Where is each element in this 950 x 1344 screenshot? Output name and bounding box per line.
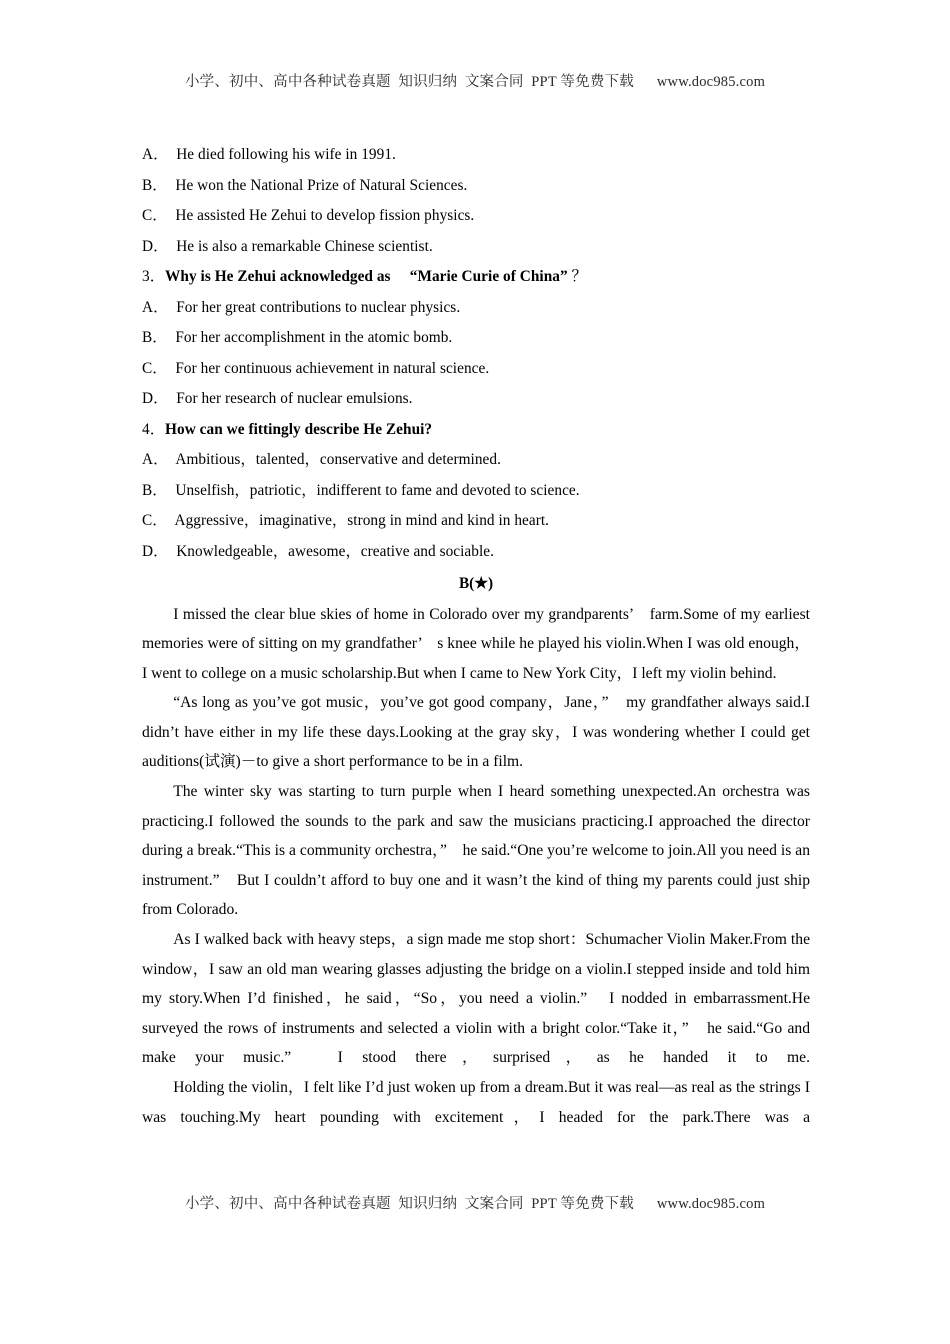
option-item: C． For her continuous achievement in natural science. (142, 359, 490, 377)
question-3-stem (142, 262, 810, 293)
option-item: C． Aggressive，imaginative，strong in mind and kind in heart. (142, 512, 550, 529)
passage-paragraph: The winter sky was starting to turn purple when I heard something unexpected.An orchestra was practicing.I followed the sounds to the park and saw the musicians practicing.I approached the director during a break.“This is a community orchestra，” he said.“One you’re welcome to join.All you need is an instrument.” But I couldn’t afford to buy one and it wasn’t the kind of thing my parents could just ship from Colorado. (142, 783, 810, 919)
option-item: C． He assisted He Zehui to develop fission physics. (142, 207, 475, 224)
question-4-text: How can we fittingly describe He Zehui? (165, 420, 433, 438)
option-item: B． For her accomplishment in the atomic bomb. (142, 329, 453, 346)
footer-watermark: 小学、初中、高中各种试卷真题 知识归纳 文案合同 PPT 等免费下载 www.doc985.com (184, 1196, 766, 1212)
passage-paragraph: Holding the violin，I felt like I’d just woken up from a dream.But it was real—as real as the strings I was touching.My heart pounding with excitement，I headed for the park.There was a (142, 1079, 810, 1126)
question-3-tail: ？ (567, 268, 587, 285)
option-item: D． Knowledgeable，awesome，creative and sociable. (142, 542, 494, 560)
header-watermark: 小学、初中、高中各种试卷真题 知识归纳 文案合同 PPT 等免费下载 www.doc985.com (184, 74, 766, 90)
question-3-text: Why is He Zehui acknowledged as “Marie Curie of China” (165, 268, 568, 285)
question-4-number: 4． (142, 420, 166, 438)
option-item: A． For her great contributions to nuclear physics. (142, 298, 461, 316)
option-item: D． He is also a remarkable Chinese scientist. (142, 237, 433, 255)
question-4-stem (142, 415, 810, 446)
passage-paragraph: As I walked back with heavy steps，a sign made me stop short：Schumacher Violin Maker.From the window，I saw an old man wearing glasses adjusting the bridge on a violin.I stepped inside and told him my story.When I’d finished，he said，“So，you need a violin.” I nodded in embarrassment.He surveyed the rows of instruments and selected a violin with a bright color.“Take it，” he said.“Go and make your music.” I stood there，surprised，as he handed it to me. (142, 931, 810, 1067)
option-item: B． He won the National Prize of Natural Sciences. (142, 176, 468, 194)
option-item: A． Ambitious，talented，conservative and determined. (142, 451, 501, 468)
passage-paragraph: I missed the clear blue skies of home in Colorado over my grandparents’ farm.Some of my earliest memories were of sitting on my grandfather’ s knee while he played his violin.When I was old enough，I went to college on a music scholarship.But when I came to New York City，I left my violin behind. (142, 605, 810, 682)
option-item: B． Unselfish，patriotic，indifferent to fame and devoted to science. (142, 481, 580, 499)
passage-label: B(★) (458, 575, 494, 592)
question-3-number: 3． (142, 268, 166, 285)
document-body (142, 140, 810, 1132)
passage-paragraph: “As long as you’ve got music，you’ve got good company，Jane，” my grandfather always said.I didn’t have either in my life these days.Looking at the gray sky，I was wondering whether I could get auditions(试演)－to give a short performance to be in a film. (142, 694, 810, 771)
option-item: A． He died following his wife in 1991. (142, 146, 396, 163)
option-item: D． For her research of nuclear emulsions. (142, 390, 413, 407)
